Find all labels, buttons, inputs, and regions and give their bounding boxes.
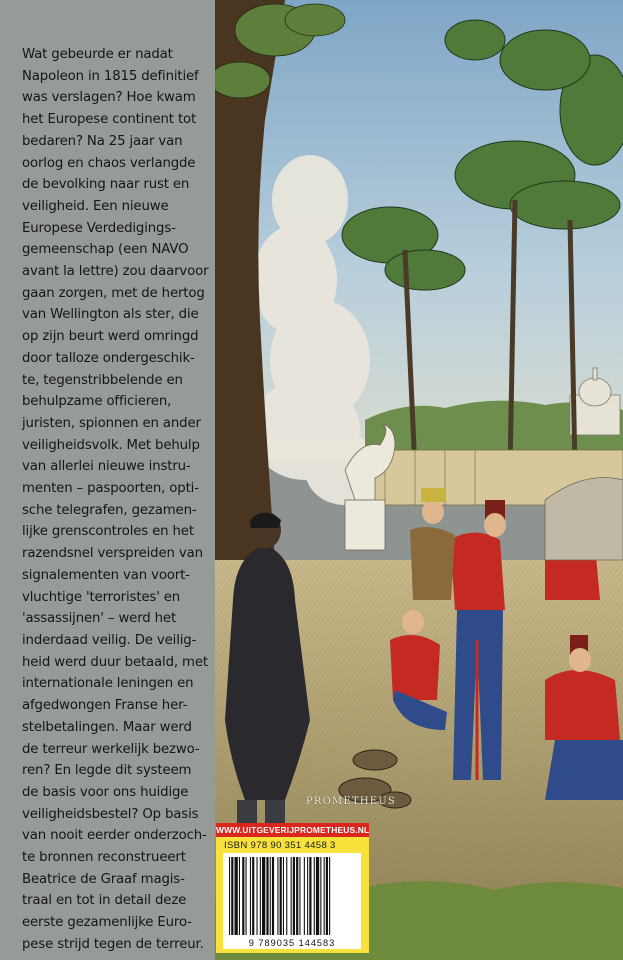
isbn-label xyxy=(216,837,369,953)
isbn-number: ISBN 978 90 351 4458 3 xyxy=(224,840,336,851)
barcode xyxy=(223,853,361,937)
engraving-illustration xyxy=(215,0,623,960)
blurb-panel xyxy=(0,0,215,960)
publisher-website[interactable]: WWW.UITGEVERIJPROMETHEUS.NL xyxy=(216,825,370,835)
publisher-logo: PROMETHEUS xyxy=(306,796,396,807)
barcode-digits: 9 789035 144583 xyxy=(223,937,361,949)
book-blurb: Wat gebeurde er nadat Napoleon in 1815 definitief was verslagen? Hoe kwam het Europese continent tot bedaren? Na 25 jaar van oorlog en chaos verlangde de bevolking naar rust en veiligheid. Een nieuwe Europese Verdedigings- gemeenschap (een NAVO avant la lettre) zou daarvoor gaan zorgen, met de hertog van Wellington als ster, die op zijn beurt werd omringd door talloze ondergeschik- te, tegenstribbelende en behulpzame officieren, juristen, spionnen en ander veiligheidsvolk. Met behulp van allerlei nieuwe instru- menten – paspoorten, opti- sche telegrafen, gezamen- lijke grenscontroles en het razendsnel verspreiden van signalementen van voort- vluchtige 'terroristes' en 'assassijnen' – werd het inderdaad veilig. De veilig- heid werd duur betaald, met internationale leningen en afgedwongen Franse her- stelbetalingen. Maar werd de terreur werkelijk bezwo- ren? En legde dit systeem de basis voor ons huidige veiligheidsbestel? Op basis van nooit eerder onderzoch- te bronnen reconstrueert Beatrice de Graaf magis- traal en tot in detail deze eerste gezamenlijke Euro- pese strijd tegen de terreur. xyxy=(22,47,209,952)
